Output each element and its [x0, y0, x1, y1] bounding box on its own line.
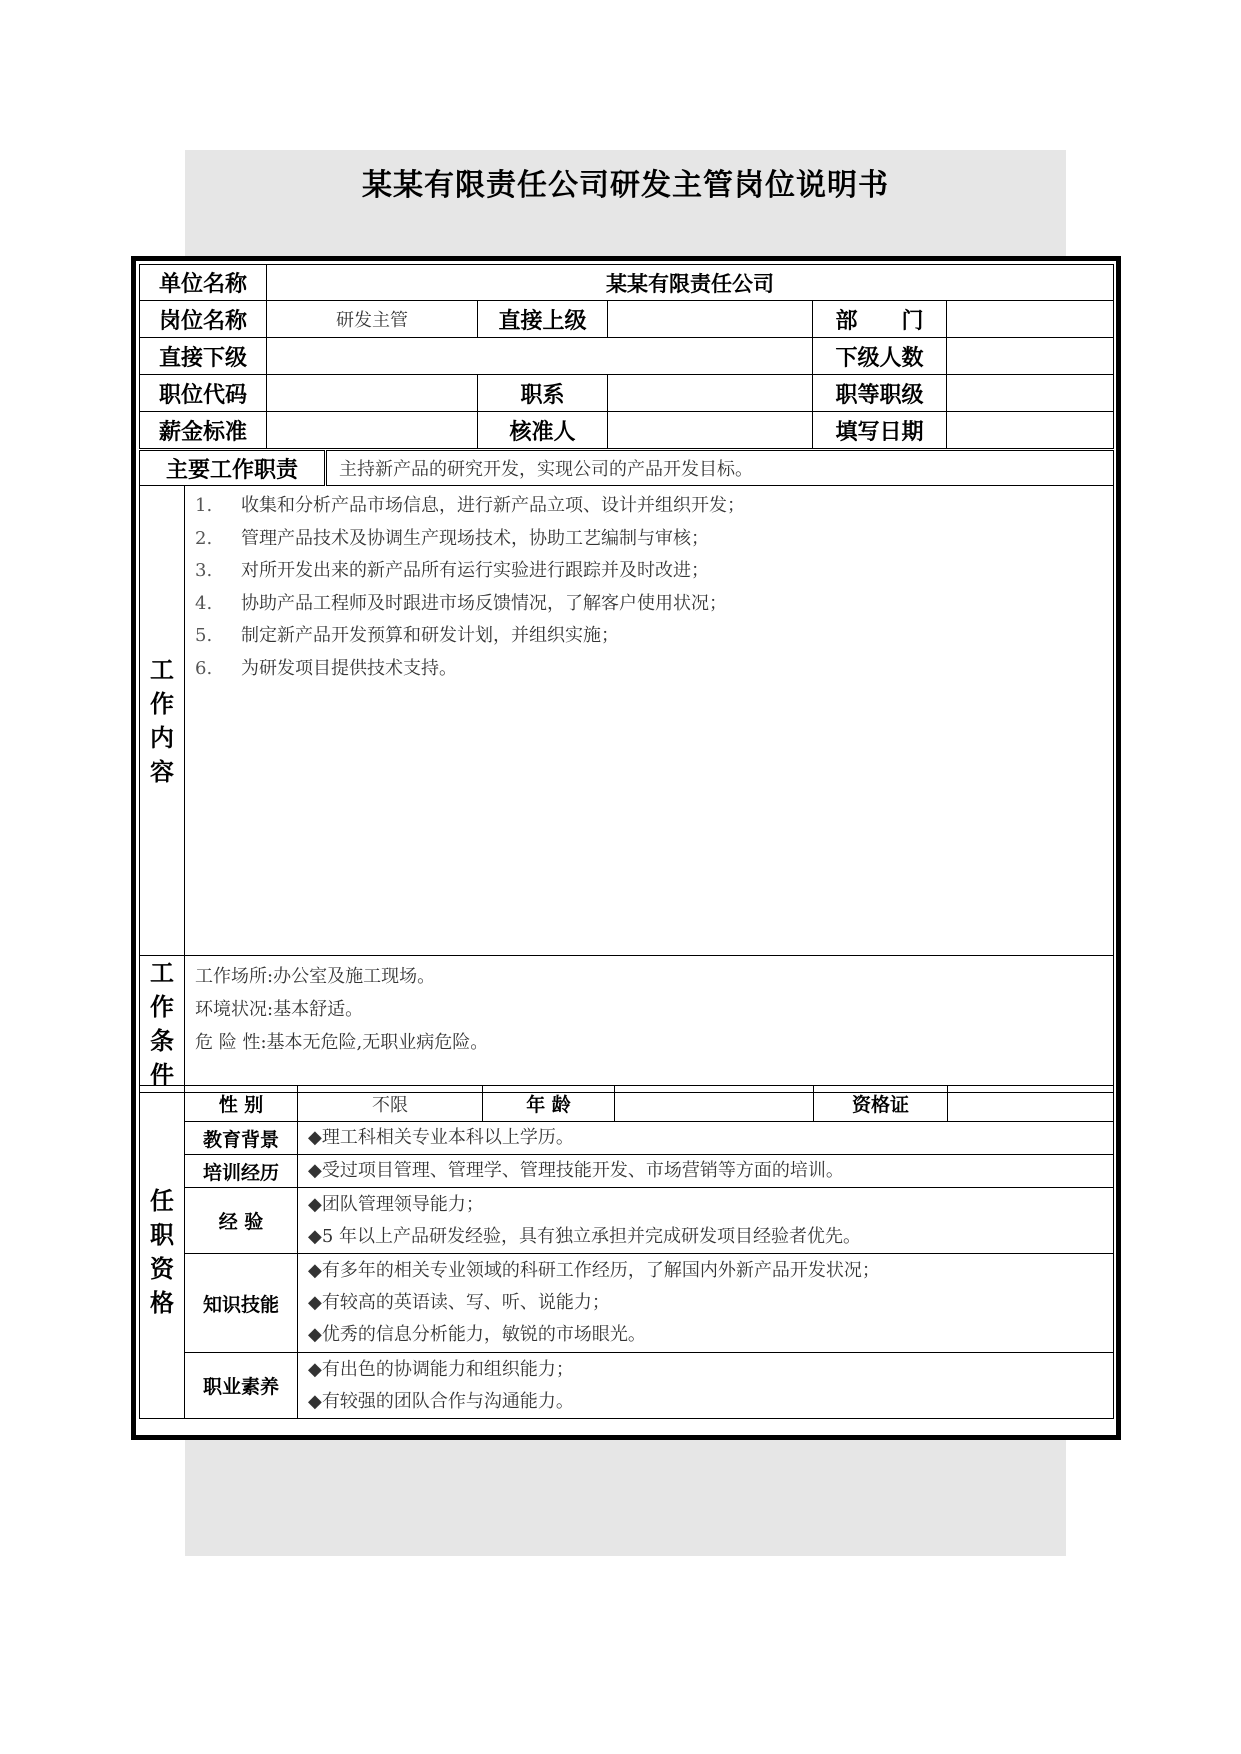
approver-label: 核准人	[478, 412, 608, 449]
unit-name-label: 单位名称	[140, 265, 267, 301]
professional-quality-text: ◆有出色的协调能力和组织能力； ◆有较强的团队合作与沟通能力。	[298, 1353, 1114, 1419]
gender-value: 不限	[298, 1086, 483, 1122]
document-title: 某某有限责任公司研发主管岗位说明书	[362, 168, 889, 203]
salary-value	[267, 412, 478, 449]
salary-label: 薪金标准	[140, 412, 267, 449]
subordinate-count-value	[947, 338, 1114, 375]
condition-hazard: 危 险 性:基本无危险,无职业病危险。	[195, 1032, 489, 1053]
department-label: 部 门	[813, 301, 947, 338]
superior-label: 直接上级	[478, 301, 608, 338]
subordinate-count-label: 下级人数	[813, 338, 947, 375]
department-value	[947, 301, 1114, 338]
fill-date-value	[947, 412, 1114, 449]
condition-environment: 环境状况:基本舒适。	[195, 999, 364, 1020]
work-content-list	[185, 486, 1114, 956]
list-item: 5. 制定新产品开发预算和研发计划，并组织实施；	[195, 625, 619, 646]
experience-label: 经 验	[185, 1188, 298, 1254]
unit-name-value: 某某有限责任公司	[267, 265, 1114, 301]
condition-workplace: 工作场所:办公室及施工现场。	[195, 966, 436, 987]
job-series-label: 职系	[478, 375, 608, 412]
subordinate-value	[267, 338, 813, 375]
list-item: 1. 收集和分析产品市场信息，进行新产品立项、设计并组织开发；	[195, 495, 745, 516]
skills-label: 知识技能	[185, 1254, 298, 1353]
age-value	[615, 1086, 814, 1122]
job-series-value	[608, 375, 813, 412]
job-grade-value	[947, 375, 1114, 412]
certificate-label: 资格证	[814, 1086, 948, 1122]
position-name-label: 岗位名称	[140, 301, 267, 338]
subordinate-label: 直接下级	[140, 338, 267, 375]
work-conditions-label: 工 作 条 件	[140, 956, 185, 1093]
training-label: 培训经历	[185, 1155, 298, 1188]
list-item: 4. 协助产品工程师及时跟进市场反馈情况，了解客户使用状况；	[195, 592, 727, 614]
position-name-value: 研发主管	[267, 301, 478, 338]
position-code-value	[267, 375, 478, 412]
qualifications-table	[139, 1085, 1114, 1419]
age-label: 年 龄	[483, 1086, 615, 1122]
certificate-value	[948, 1086, 1114, 1122]
list-item: 3. 对所开发出来的新产品所有运行实验进行跟踪并及时改进；	[195, 560, 709, 581]
professional-quality-label: 职业素养	[185, 1353, 298, 1419]
gender-label: 性 别	[185, 1086, 298, 1122]
qualifications-label: 任 职 资 格	[140, 1086, 185, 1419]
work-conditions-list	[185, 956, 1114, 1093]
page-footer-band	[185, 1434, 1066, 1556]
basic-info-table	[139, 264, 1114, 449]
training-text: ◆受过项目管理、管理学、管理技能开发、市场营销等方面的培训。	[298, 1155, 1114, 1188]
main-duty-label: 主要工作职责	[140, 451, 326, 486]
experience-text: ◆团队管理领导能力； ◆5 年以上产品研发经验，具有独立承担并完成研发项目经验者优先。	[298, 1188, 1114, 1254]
position-code-label: 职位代码	[140, 375, 267, 412]
education-label: 教育背景	[185, 1122, 298, 1155]
work-content-label: 工 作 内 容	[140, 486, 185, 956]
education-text: ◆理工科相关专业本科以上学历。	[298, 1122, 1114, 1155]
duties-table	[139, 450, 1114, 1093]
skills-text: ◆有多年的相关专业领域的科研工作经历，了解国内外新产品开发状况； ◆有较高的英语读、写、听、说能力； ◆优秀的信息分析能力，敏锐的市场眼光。	[298, 1254, 1114, 1353]
main-duty-text: 主持新产品的研究开发，实现公司的产品开发目标。	[326, 451, 1114, 486]
superior-value	[608, 301, 813, 338]
approver-value	[608, 412, 813, 449]
job-grade-label: 职等职级	[813, 375, 947, 412]
list-item: 2. 管理产品技术及协调生产现场技术，协助工艺编制与审核；	[195, 527, 709, 549]
fill-date-label: 填写日期	[813, 412, 947, 449]
list-item: 6. 为研发项目提供技术支持。	[195, 657, 457, 679]
